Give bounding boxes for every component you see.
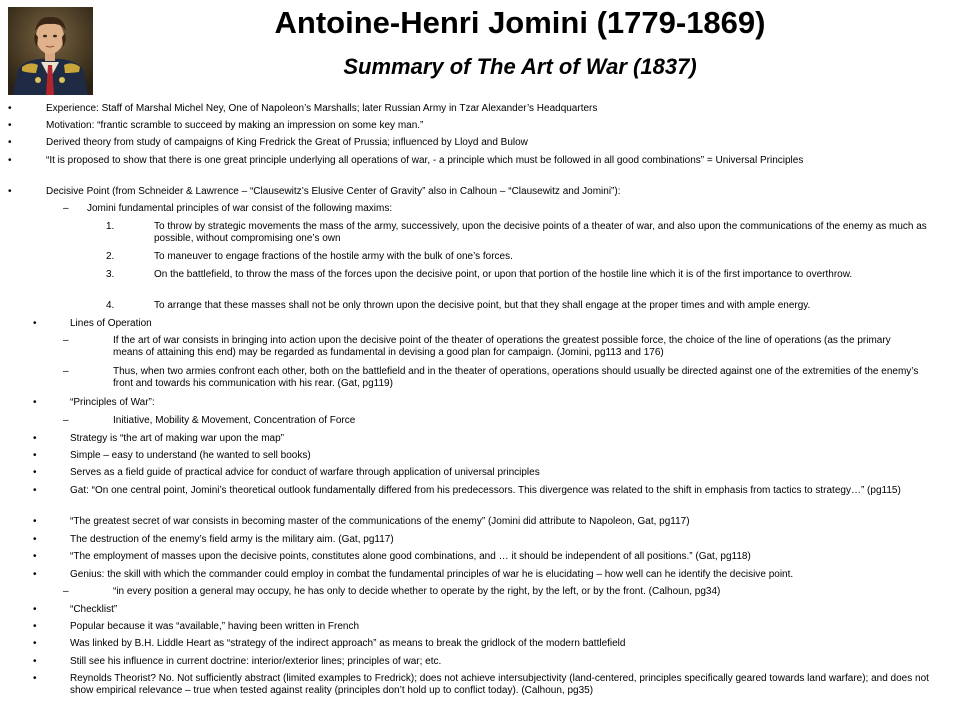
item-text: To arrange that these masses shall not be only thrown upon the decisive point, but that they shall engage at the proper times and with ample energy. [154,300,811,311]
number-marker: 2. [106,251,115,262]
item-text: Genius: the skill with which the commander could employ in combat the fundamental principles of war he is elucidating – how well can he identify the decisive point. [70,569,794,580]
item-text: “The greatest secret of war consists in becoming master of the communications of the enemy” (Jomini did attribute to Napoleon, Gat, pg117) [70,516,690,527]
item-text: Was linked by B.H. Liddle Heart as “strategy of the indirect approach” as means to break the gridlock of the modern battlefield [70,638,626,649]
item-text: If the art of war consists in bringing into action upon the decisive point of the theater of operations the greatest possible force, the choice of the line of operations (as the primary means of attaining this end) may be regarded as fundamental in devising a good plan for campaign. (Jomini, pg113 and 176) [113,335,891,358]
dash-marker: – [63,203,69,214]
bullet-marker: • [33,569,37,580]
bullet-marker: • [33,604,37,615]
item-text: “Principles of War”: [70,397,155,408]
item-text: Lines of Operation [70,318,152,329]
item-text: To throw by strategic movements the mass of the army, successively, upon the decisive points of a theater of war, and also upon the communications of the enemy as much as possible, without compromising one’s own [154,221,927,244]
number-marker: 1. [106,221,115,232]
dash-marker: – [63,366,69,377]
item-text: Popular because it was “available,” having been written in French [70,621,360,632]
bullet-marker: • [8,186,12,197]
bullet-marker: • [33,656,37,667]
item-text: Serves as a field guide of practical advice for conduct of warfare through application of universal principles [70,467,540,478]
item-text: Simple – easy to understand (he wanted to sell books) [70,450,311,461]
page-subtitle: Summary of The Art of War (1837) [343,54,697,79]
bullet-marker: • [8,155,12,166]
item-text: Initiative, Mobility & Movement, Concentration of Force [113,415,356,426]
bullet-marker: • [8,137,12,148]
bullet-marker: • [33,516,37,527]
item-text: Still see his influence in current doctrine: interior/exterior lines; principles of war; etc. [70,656,442,667]
bullet-marker: • [33,534,37,545]
bullet-marker: • [33,485,37,496]
bullet-marker: • [8,103,12,114]
jomini-portrait [8,7,93,95]
dash-marker: – [63,586,69,597]
dash-marker: – [63,415,69,426]
dash-marker: – [63,335,69,346]
item-text: “It is proposed to show that there is one great principle underlying all operations of war, - a principle which must be followed in all good combinations” = Universal Principles [46,155,804,166]
number-marker: 4. [106,300,115,311]
item-text: Reynolds Theorist? No. Not sufficiently abstract (limited examples to Fredrick); does not achieve intersubjectivity (land-centered, principles specifically geared towards land warfare); and does not show empirical relevance – true when tested against reality (principles don’t hold up to conflict today). (Calhoun, pg35) [70,673,929,696]
bullet-marker: • [33,433,37,444]
item-text: On the battlefield, to throw the mass of the forces upon the decisive point, or upon that portion of the hostile line which it is of the first importance to overthrow. [154,269,853,280]
bullet-marker: • [33,467,37,478]
item-text: Derived theory from study of campaigns of King Fredrick the Great of Prussia; influenced by Lloyd and Bulow [46,137,528,148]
item-text: Thus, when two armies confront each other, both on the battlefield and in the theater of operations, operations should usually be directed against one of the extremities of the enemy’s front and towards his communication with his rear. (Gat, pg119) [113,366,919,389]
bullet-marker: • [33,621,37,632]
bullet-marker: • [33,450,37,461]
item-text: Motivation: “frantic scramble to succeed by making an impression on some key man.” [46,120,424,131]
bullet-marker: • [33,673,37,684]
bullet-marker: • [33,318,37,329]
bullet-marker: • [33,397,37,408]
item-text: “Checklist” [70,604,118,615]
item-text: “in every position a general may occupy, he has only to decide whether to operate by the right, by the left, or by the front. (Calhoun, pg34) [113,586,721,597]
item-text: Decisive Point (from Schneider & Lawrence – “Clausewitz’s Elusive Center of Gravity” also in Calhoun – “Clausewitz and Jomini”): [46,186,621,197]
item-text: Experience: Staff of Marshal Michel Ney, One of Napoleon’s Marshalls; later Russian Army in Tzar Alexander’s Headquarters [46,103,598,114]
item-text: Jomini fundamental principles of war consist of the following maxims: [87,203,393,214]
bullet-marker: • [33,551,37,562]
item-text: The destruction of the enemy’s field army is the military aim. (Gat, pg117) [70,534,394,545]
bullet-marker: • [33,638,37,649]
number-marker: 3. [106,269,115,280]
portrait-image [8,7,93,95]
bullet-marker: • [8,120,12,131]
item-text: To maneuver to engage fractions of the hostile army with the bulk of one’s forces. [154,251,513,262]
page-title: Antoine-Henri Jomini (1779-1869) [274,5,766,40]
item-text: Strategy is “the art of making war upon the map” [70,433,284,444]
item-text: “The employment of masses upon the decisive points, constitutes alone good combinations, and … it should be independent of all positions.” (Gat, pg118) [70,551,751,562]
item-text: Gat: “On one central point, Jomini’s theoretical outlook fundamentally differed from his predecessors. This divergence was related to the shift in emphasis from tactics to strategy…” (pg115) [70,485,901,496]
